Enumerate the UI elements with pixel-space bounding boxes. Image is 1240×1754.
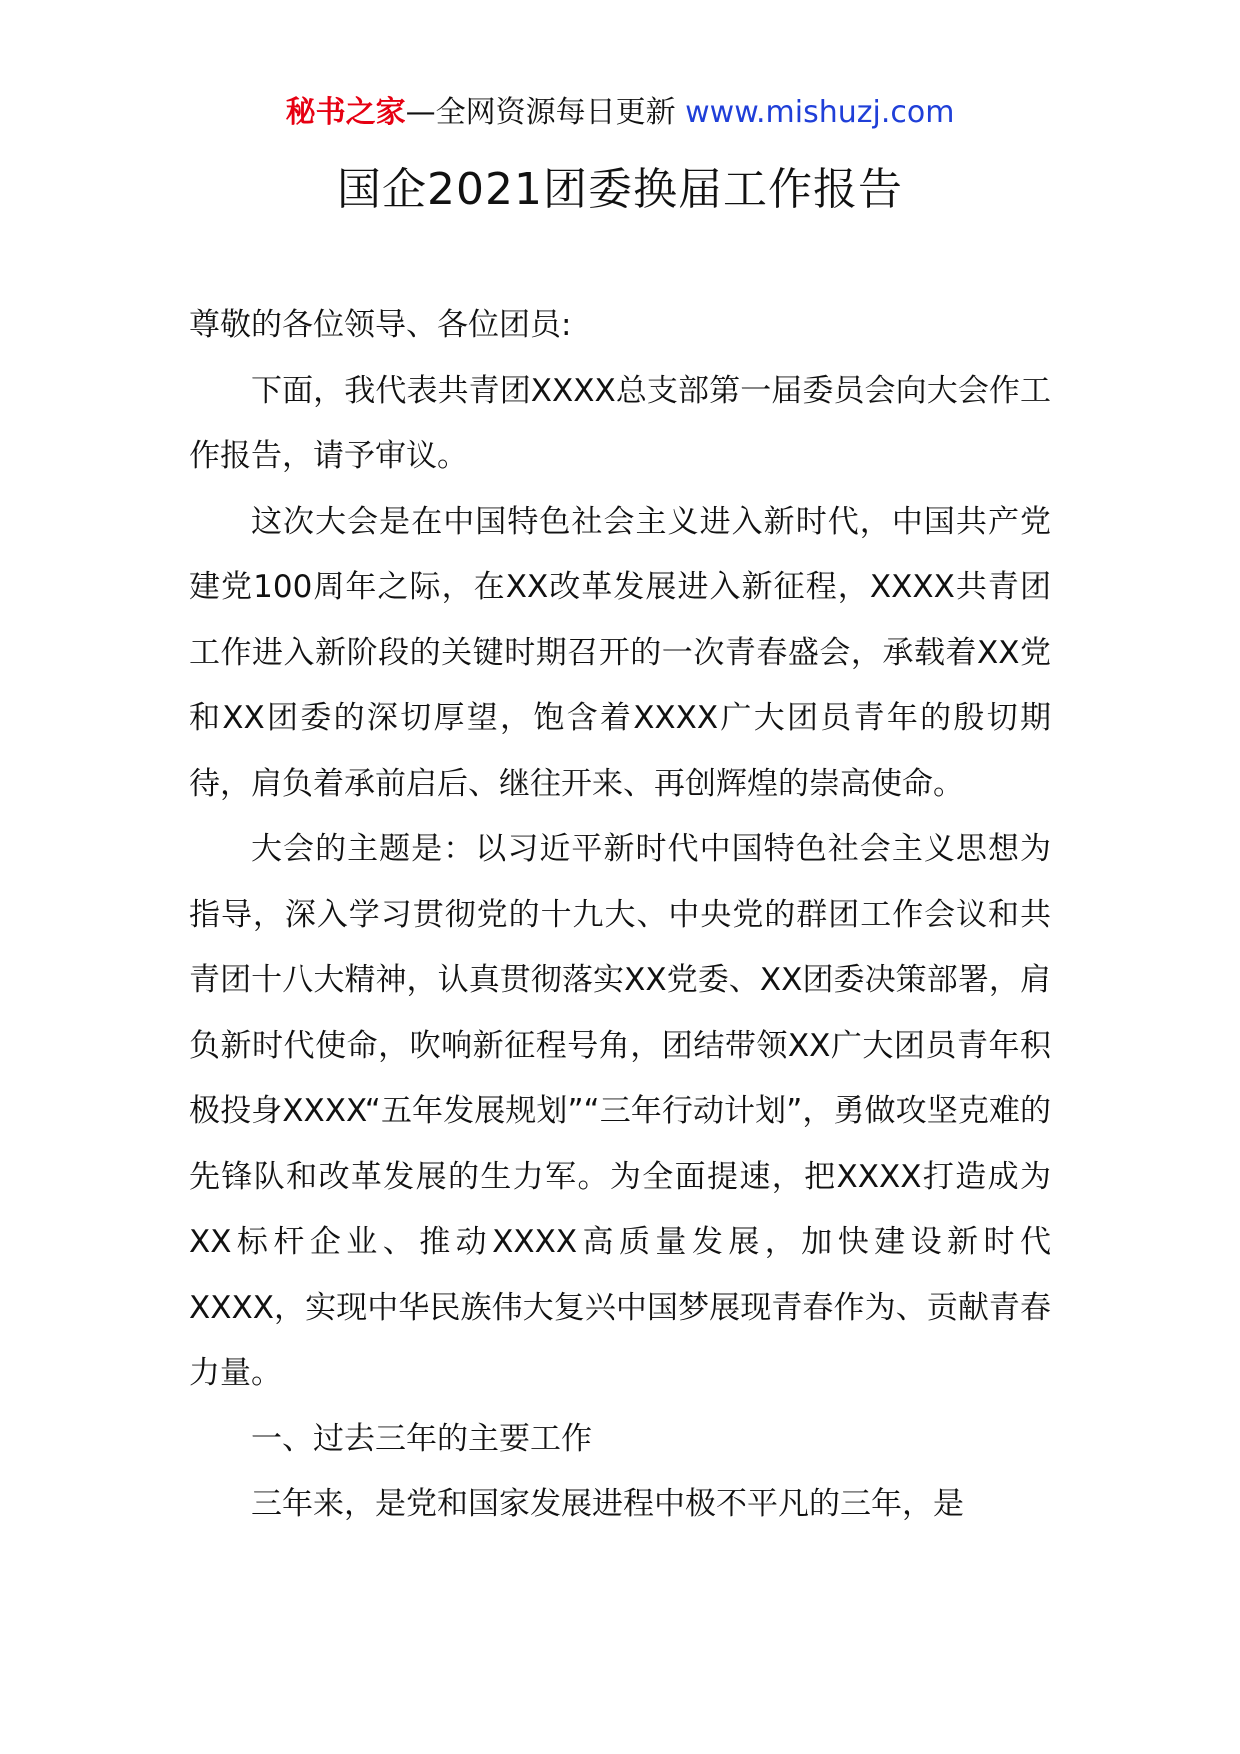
header-slogan: —全网资源每日更新 — [405, 95, 676, 130]
body-paragraph: 下面，我代表共青团XXXX总支部第一届委员会向大会作工作报告，请予审议。 — [189, 372, 1051, 474]
site-header — [0, 92, 1240, 134]
section-heading: 一、过去三年的主要工作 — [251, 1420, 592, 1457]
document-body — [189, 293, 1051, 1538]
body-paragraph: 三年来，是党和国家发展进程中极不平凡的三年，是 — [251, 1486, 964, 1522]
brand-name: 秘书之家 — [285, 95, 406, 130]
body-paragraph: 大会的主题是：以习近平新时代中国特色社会主义思想为指导，深入学习贯彻党的十九大、中央党的群团工作会议和共青团十八大精神，认真贯彻落实XX党委、XX团委决策部署，肩负新时代使命，吹响新征程号角，团结带领XX广大团员青年积极投身XXXX“五年发展规划”“三年行动计划”，勇做攻坚克难的先锋队和改革发展的生力军。为全面提速，把XXXX打造成为XX标杆企业、推动XXXX高质量发展，加快建设新时代XXXX，实现中华民族伟大复兴中国梦展现青春作为、贡献青春力量。 — [189, 831, 1051, 1391]
salutation: 尊敬的各位领导、各位团员: — [189, 307, 572, 343]
website-link[interactable]: www.mishuzj.com — [685, 95, 955, 130]
document-title: 国企2021团委换届工作报告 — [337, 164, 903, 215]
body-paragraph: 这次大会是在中国特色社会主义进入新时代，中国共产党建党100周年之际，在XX改革发展进入新征程，XXXX共青团工作进入新阶段的关键时期召开的一次青春盛会，承载着XX党和XX团委的深切厚望，饱含着XXXX广大团员青年的殷切期待，肩负着承前启后、继往开来、再创辉煌的崇高使命。 — [189, 503, 1051, 802]
